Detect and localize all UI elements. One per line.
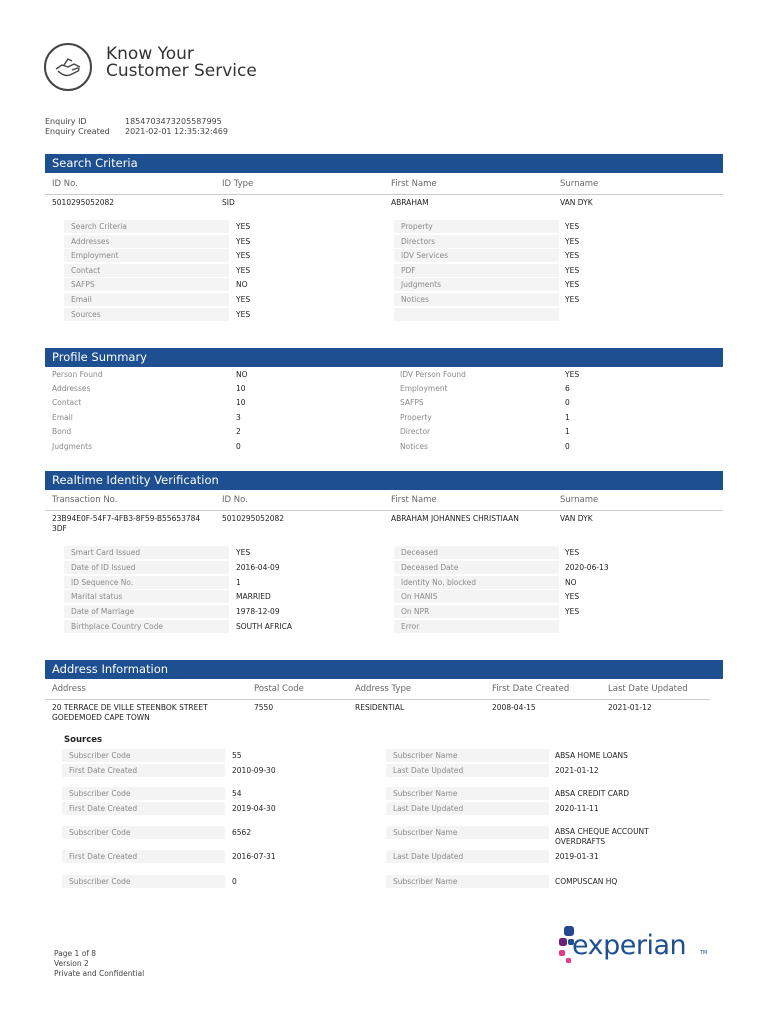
ps-label: IDV Person Found xyxy=(400,370,466,379)
src-value: 2021-01-12 xyxy=(555,766,599,775)
kv-value: 2016-04-09 xyxy=(236,563,280,572)
src-label: Subscriber Code xyxy=(62,787,225,800)
divider xyxy=(45,699,710,700)
src-value: ABSA CREDIT CARD xyxy=(555,789,630,798)
kv-label: Deceased xyxy=(394,546,559,559)
kv-label: Judgments xyxy=(394,278,559,291)
trademark: TM xyxy=(700,950,708,956)
experian-logo xyxy=(556,924,716,972)
sc-idtype-value: SID xyxy=(222,198,235,207)
addr-address-value: 20 TERRACE DE VILLE STEENBOK STREET GOEDEMOED CAPE TOWN xyxy=(52,703,208,722)
src-label: First Date Created xyxy=(62,764,225,777)
address-information-header: Address Information xyxy=(45,660,723,679)
kv-label: Employment xyxy=(64,249,229,262)
src-label: Subscriber Code xyxy=(62,826,225,839)
ps-value: 0 xyxy=(565,442,570,451)
kv-label: Marital status xyxy=(64,590,229,603)
src-label: Last Date Updated xyxy=(386,802,549,815)
src-label: Subscriber Code xyxy=(62,875,225,888)
sc-col-firstname: First Name xyxy=(391,179,437,189)
kv-value: YES xyxy=(236,548,251,557)
sc-firstname-value: ABRAHAM xyxy=(391,198,429,207)
kv-value: YES xyxy=(236,295,251,304)
kv-value: YES xyxy=(236,266,251,275)
ps-value: 10 xyxy=(236,384,246,393)
src-value: 0 xyxy=(232,877,237,886)
title-line-1: Know Your xyxy=(106,44,194,64)
rt-id-value: 5010295052082 xyxy=(222,514,285,523)
ps-label: SAFPS xyxy=(400,398,424,407)
page-title xyxy=(106,46,257,80)
footer xyxy=(54,949,144,979)
kv-label: IDV Services xyxy=(394,249,559,262)
rt-col-transaction: Transaction No. xyxy=(52,495,118,505)
confidential-note: Private and Confidential xyxy=(54,969,145,978)
kv-label: Sources xyxy=(64,308,229,321)
src-label: Subscriber Code xyxy=(62,749,225,762)
ps-value: 6 xyxy=(565,384,570,393)
ps-label: Property xyxy=(400,413,432,422)
kv-label: Directors xyxy=(394,235,559,248)
kv-label: Property xyxy=(394,220,559,233)
src-value: 2020-11-11 xyxy=(555,804,599,813)
kv-label-empty xyxy=(394,308,559,321)
ps-label: Contact xyxy=(52,398,82,407)
kv-label: Date of Marriage xyxy=(64,605,229,618)
src-label: Subscriber Name xyxy=(386,875,549,888)
addr-postal-value: 7550 xyxy=(254,703,274,712)
ps-label: Email xyxy=(52,413,73,422)
realtime-verification-header: Realtime Identity Verification xyxy=(45,471,723,490)
src-value: ABSA CHEQUE ACCOUNT OVERDRAFTS xyxy=(555,827,649,846)
ps-value: 2 xyxy=(236,427,241,436)
addr-col-last-updated: Last Date Updated xyxy=(608,684,688,694)
src-value: 54 xyxy=(232,789,242,798)
kv-label: Identity No. blocked xyxy=(394,576,559,589)
kv-value: YES xyxy=(565,251,580,260)
src-value: ABSA HOME LOANS xyxy=(555,751,628,760)
ps-value: NO xyxy=(236,370,248,379)
page-number: Page 1 of 8 xyxy=(54,949,97,958)
kv-value: YES xyxy=(236,251,251,260)
ps-label: Person Found xyxy=(52,370,103,379)
src-value: 6562 xyxy=(232,828,252,837)
ps-value: 1 xyxy=(565,427,570,436)
ps-value: 0 xyxy=(565,398,570,407)
src-label: Subscriber Name xyxy=(386,787,549,800)
rt-col-surname: Surname xyxy=(560,495,599,505)
rt-firstname-value: ABRAHAM JOHANNES CHRISTIAAN xyxy=(391,514,519,523)
src-label: Last Date Updated xyxy=(386,850,549,863)
kv-value: YES xyxy=(236,237,251,246)
addr-type-value: RESIDENTIAL xyxy=(355,703,405,712)
rt-transaction-value: 23B94E0F-54F7-4FB3-8F59-B556537843DF xyxy=(52,514,201,533)
kv-value: MARRIED xyxy=(236,592,271,601)
addr-first-created-value: 2008-04-15 xyxy=(492,703,536,712)
version: Version 2 xyxy=(54,959,89,968)
enquiry-id-label: Enquiry ID xyxy=(45,117,87,126)
profile-summary-header: Profile Summary xyxy=(45,348,723,367)
addr-col-type: Address Type xyxy=(355,684,412,694)
kv-label: Birthplace Country Code xyxy=(64,620,229,633)
enquiry-created-label: Enquiry Created xyxy=(45,127,110,136)
kv-label: Search Criteria xyxy=(64,220,229,233)
kv-value: YES xyxy=(565,266,580,275)
ps-value: 10 xyxy=(236,398,246,407)
kv-label: Error xyxy=(394,620,559,633)
kv-value: 2020-06-13 xyxy=(565,563,609,572)
sources-title: Sources xyxy=(64,735,103,745)
kv-label: PDF xyxy=(394,264,559,277)
ps-value: 3 xyxy=(236,413,241,422)
ps-value: YES xyxy=(565,370,580,379)
ps-value: 1 xyxy=(565,413,570,422)
rt-surname-value: VAN DYK xyxy=(560,514,593,523)
addr-col-address: Address xyxy=(52,684,86,694)
addr-col-first-created: First Date Created xyxy=(492,684,570,694)
addr-col-postal: Postal Code xyxy=(254,684,304,694)
kv-value: YES xyxy=(565,295,580,304)
src-label: First Date Created xyxy=(62,850,225,863)
sc-id-value: 5010295052082 xyxy=(52,198,115,207)
kv-value: 1 xyxy=(236,578,241,587)
handshake-icon xyxy=(44,43,92,91)
src-value: COMPUSCAN HQ xyxy=(555,877,618,886)
kv-label: Smart Card Issued xyxy=(64,546,229,559)
ps-label: Employment xyxy=(400,384,448,393)
src-label: Subscriber Name xyxy=(386,826,549,839)
kv-value: YES xyxy=(565,548,580,557)
kv-value: SOUTH AFRICA xyxy=(236,622,292,631)
kv-value: YES xyxy=(565,222,580,231)
search-criteria-header: Search Criteria xyxy=(45,154,723,173)
kv-value: YES xyxy=(236,222,251,231)
kv-label: Addresses xyxy=(64,235,229,248)
ps-label: Judgments xyxy=(52,442,93,451)
sc-col-idtype: ID Type xyxy=(222,179,254,189)
kv-label: Notices xyxy=(394,293,559,306)
src-value: 2019-04-30 xyxy=(232,804,276,813)
src-value: 2019-01-31 xyxy=(555,852,599,861)
kv-label: SAFPS xyxy=(64,278,229,291)
kv-value: YES xyxy=(565,237,580,246)
src-label: Last Date Updated xyxy=(386,764,549,777)
kv-label: Date of ID Issued xyxy=(64,561,229,574)
divider xyxy=(45,194,723,195)
enquiry-id-value: 18547034732055879​95 xyxy=(125,117,222,126)
ps-label: Notices xyxy=(400,442,428,451)
kv-value: NO xyxy=(236,280,248,289)
enquiry-meta xyxy=(45,117,228,137)
src-label: First Date Created xyxy=(62,802,225,815)
sc-col-surname: Surname xyxy=(560,179,599,189)
experian-wordmark: experian xyxy=(572,930,687,961)
kv-value: 1978-12-09 xyxy=(236,607,280,616)
kv-value: YES xyxy=(236,310,251,319)
rt-col-id: ID No. xyxy=(222,495,248,505)
ps-label: Director xyxy=(400,427,431,436)
ps-label: Bond xyxy=(52,427,72,436)
kv-label: Contact xyxy=(64,264,229,277)
src-label: Subscriber Name xyxy=(386,749,549,762)
ps-label: Addresses xyxy=(52,384,91,393)
kv-value: YES xyxy=(565,592,580,601)
sc-surname-value: VAN DYK xyxy=(560,198,593,207)
kv-label: On HANIS xyxy=(394,590,559,603)
src-value: 2016-07-31 xyxy=(232,852,276,861)
enquiry-created-value: 2021-02-01 12:35:32:469 xyxy=(125,127,228,136)
kv-label: Deceased Date xyxy=(394,561,559,574)
ps-value: 0 xyxy=(236,442,241,451)
kv-value: NO xyxy=(565,578,577,587)
src-value: 2010-09-30 xyxy=(232,766,276,775)
src-value: 55 xyxy=(232,751,242,760)
kv-label: Email xyxy=(64,293,229,306)
sc-col-id: ID No. xyxy=(52,179,78,189)
kv-value: YES xyxy=(565,607,580,616)
rt-col-firstname: First Name xyxy=(391,495,437,505)
kv-value: YES xyxy=(565,280,580,289)
divider xyxy=(45,510,723,511)
kv-label: On NPR xyxy=(394,605,559,618)
addr-last-updated-value: 2021-01-12 xyxy=(608,703,652,712)
title-line-2: Customer Service xyxy=(106,61,257,81)
kv-label: ID Sequence No. xyxy=(64,576,229,589)
